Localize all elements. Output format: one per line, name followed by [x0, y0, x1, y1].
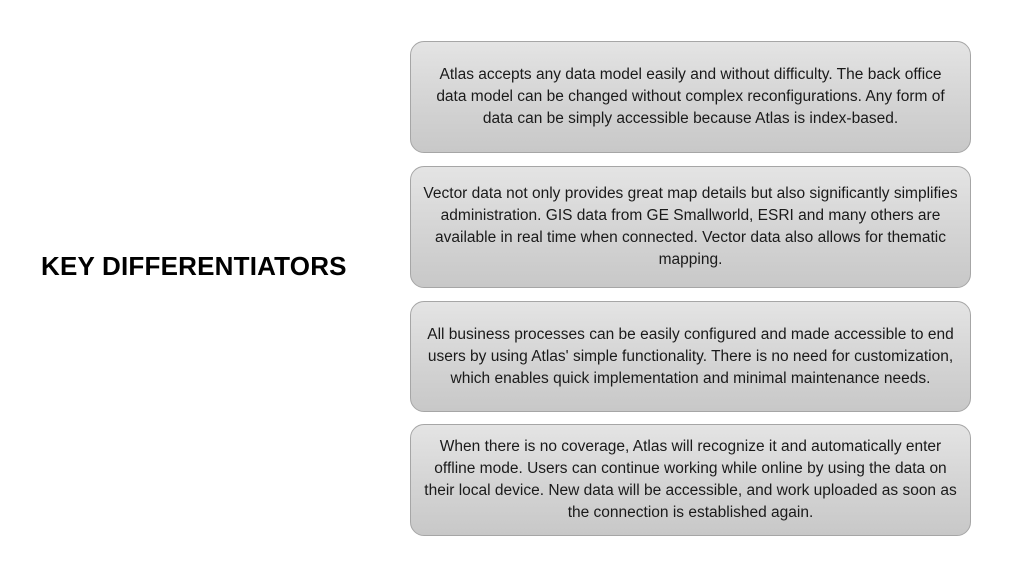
differentiator-box-data-model	[410, 41, 971, 153]
differentiator-text: When there is no coverage, Atlas will recognize it and automatically enter offline mode. Users can continue working while online by using the data on their local device. New data will be accessible, and work uploaded as soon as the connection is established again.	[424, 438, 957, 521]
slide-title: KEY DIFFERENTIATORS	[41, 251, 347, 281]
differentiator-text: Vector data not only provides great map details but also significantly simplifies administration. GIS data from GE Smallworld, ESRI and many others are available in real time when connected. Vector data also allows for thematic mapping.	[423, 185, 958, 268]
differentiator-box-vector-data	[410, 166, 971, 288]
differentiator-box-business-processes	[410, 301, 971, 412]
differentiator-box-offline-mode	[410, 424, 971, 536]
differentiator-text: Atlas accepts any data model easily and without difficulty. The back office data model can be changed without complex reconfigurations. Any form of data can be simply accessible because Atlas is index-based.	[436, 66, 945, 127]
differentiator-text: All business processes can be easily configured and made accessible to end users by using Atlas' simple functionality. There is no need for customization, which enables quick implementation and minimal maintenance needs.	[427, 325, 954, 387]
